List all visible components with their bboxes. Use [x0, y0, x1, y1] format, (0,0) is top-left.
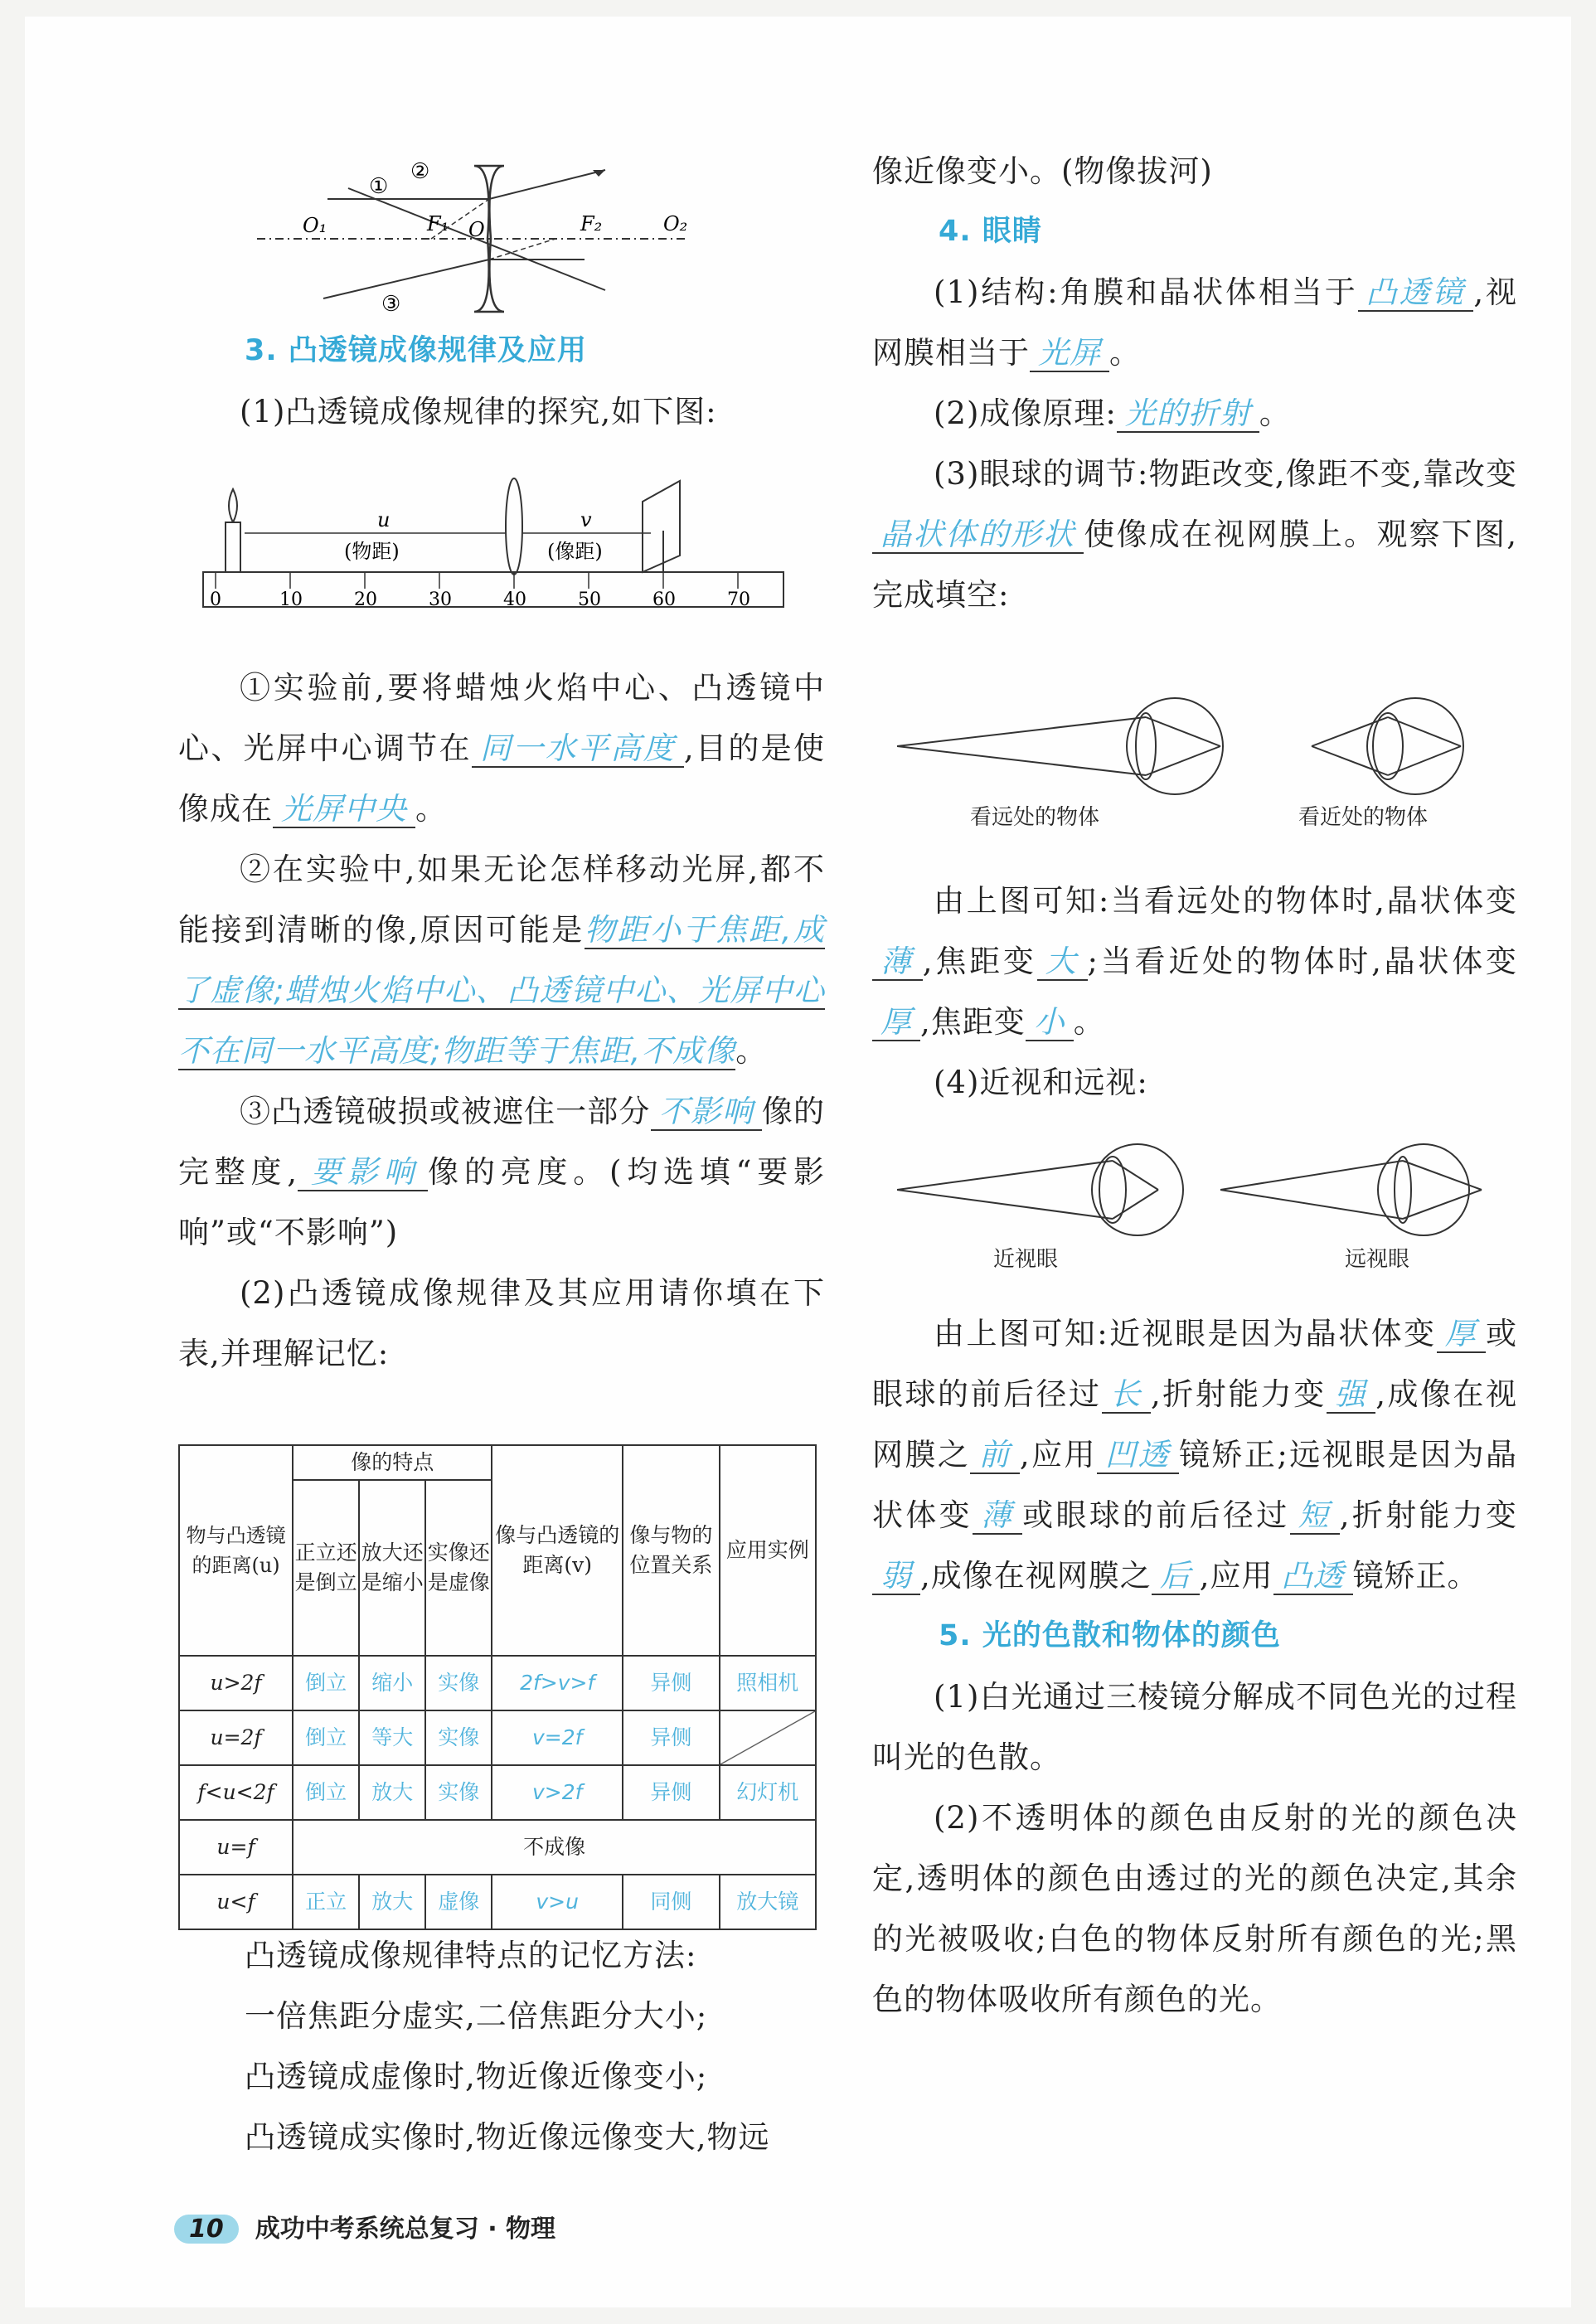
- caption-myopia: 近视眼: [993, 1247, 1059, 1272]
- memory-line-2: 凸透镜成虚像时,物近像近像变小;: [245, 2059, 708, 2094]
- answer-e1-2: 光屏: [1030, 335, 1109, 372]
- concave-lens-diagram: [257, 153, 771, 327]
- table-row: u>2f 倒立 缩小 实像 2f>v>f 异侧 照相机: [179, 1656, 816, 1710]
- tick-60: 60: [652, 589, 676, 610]
- focus-conclusion: 由上图可知:当看远处的物体时,晶状体变薄 ,焦距变 大 ;当看近处的物体时,晶状体变厚 ,焦距变 小 。: [872, 871, 1517, 1052]
- u-symbol: u: [377, 508, 391, 531]
- step-3: ③凸透镜破损或被遮住一部分 不影响 像的完整度, 要影响 像的亮度。(均选填“要影响”或“不影响”): [178, 1094, 826, 1250]
- section-5-heading: 5. 光的色散和物体的颜色: [939, 1619, 1281, 1652]
- tick-40: 40: [503, 589, 526, 610]
- header-distance: 物与凸透镜的距离(u): [179, 1445, 293, 1656]
- answer-s3-1: 不影响: [651, 1094, 762, 1131]
- ray-2-label: ②: [410, 159, 430, 184]
- page-number: 10: [174, 2215, 239, 2244]
- answer-s2: 物距小于焦距,成了虚像;蜡烛火焰中心、凸透镜中心、光屏中心不在同一水平高度;物距等于焦距,不成像: [178, 912, 825, 1069]
- answer-s1-1: 同一水平高度: [472, 730, 684, 768]
- vision-defects-diagram: [872, 1128, 1519, 1260]
- header-orient: 正立还是倒立: [293, 1480, 359, 1656]
- memory-line-3: 凸透镜成实像时,物近像远像变大,物远: [245, 2119, 770, 2155]
- no-image-cell: 不成像: [293, 1820, 816, 1875]
- eye-adjust: (3)眼球的调节:物距改变,像距不变,靠改变晶状体的形状 使像成在视网膜上。观察下图,完成填空:: [872, 456, 1518, 613]
- candle: [226, 522, 240, 572]
- ray-1-label: ①: [369, 174, 389, 199]
- convex-lens: [506, 478, 522, 575]
- lens-rules-table: [178, 1444, 817, 1930]
- book-title: 成功中考系统总复习 · 物理: [255, 2215, 556, 2244]
- o1-label: O₁: [303, 214, 327, 237]
- answer-e3: 晶状体的形状: [872, 517, 1084, 554]
- paragraph-2: (2)凸透镜成像规律及其应用请你填在下表,并理解记忆:: [178, 1275, 825, 1371]
- answer-s1-2: 光屏中央: [273, 791, 415, 828]
- f2-label: F₂: [580, 212, 603, 235]
- tick-20: 20: [354, 589, 377, 610]
- caption-far: 看远处的物体: [970, 805, 1100, 830]
- v-label: (像距): [547, 540, 603, 563]
- paragraph-1: (1)凸透镜成像规律的探究,如下图:: [240, 394, 717, 429]
- header-size: 放大还是缩小: [359, 1480, 425, 1656]
- footer: [174, 2208, 555, 2244]
- dispersion-paragraph: (1)白光通过三棱镜分解成不同色光的过程叫光的色散。: [872, 1679, 1517, 1775]
- color-paragraph: (2)不透明体的颜色由反射的光的颜色决定,透明体的颜色由透过的光的颜色决定,其余的光被吸收;白色的物体反射所有颜色的光;黑色的物体吸收所有颜色的光。: [872, 1800, 1517, 2017]
- answer-e1-1: 凸透镜: [1358, 274, 1474, 312]
- o-label: O: [468, 218, 485, 241]
- f1-label: F₁: [427, 212, 449, 235]
- vision-conclusion: 由上图可知:近视眼是因为晶状体变 厚 或眼球的前后径过 长 ,折射能力变 强 ,成像在视网膜之 前 ,应用 凹透 镜矫正;远视眼是因为晶状体变 薄 或眼球的前后径过 短 ,折射能力变弱 ,成像在视网膜之 后 ,应用 凸透 镜矫正。: [872, 1316, 1518, 1594]
- step-2: ②在实验中,如果无论怎样移动光屏,都不能接到清晰的像,原因可能是物距小于焦距,成了虚像;蜡烛火焰中心、凸透镜中心、光屏中心不在同一水平高度;物距等于焦距,不成像。: [178, 851, 825, 1069]
- tick-50: 50: [578, 589, 601, 610]
- section-4-heading: 4. 眼睛: [939, 215, 1042, 248]
- table-row: f<u<2f 倒立 放大 实像 v>2f 异侧 幻灯机: [179, 1765, 816, 1820]
- screen: [643, 481, 680, 572]
- table-row: u=f 不成像: [179, 1820, 816, 1875]
- tick-30: 30: [429, 589, 452, 610]
- header-app: 应用实例: [720, 1445, 816, 1656]
- answer-e2: 光的折射: [1117, 395, 1259, 433]
- header-real: 实像还是虚像: [425, 1480, 492, 1656]
- table-row: u<f 正立 放大 虚像 v>u 同侧 放大镜: [179, 1875, 816, 1929]
- table-row: u=2f 倒立 等大 实像 v=2f 异侧: [179, 1710, 816, 1765]
- v-symbol: v: [580, 508, 592, 531]
- tick-0: 0: [210, 589, 221, 610]
- u-label: (物距): [344, 540, 400, 563]
- diagonal-cell: [720, 1710, 816, 1765]
- tick-10: 10: [279, 589, 303, 610]
- header-image: 像的特点: [293, 1445, 492, 1480]
- caption-hyperopia: 远视眼: [1345, 1247, 1410, 1272]
- header-v: 像与凸透镜的距离(v): [492, 1445, 623, 1656]
- memory-title: 凸透镜成像规律特点的记忆方法:: [245, 1938, 697, 1973]
- eye-principle: (2)成像原理: 光的折射 。: [934, 395, 1291, 431]
- eye-structure: (1)结构:角膜和晶状体相当于 凸透镜 ,视网膜相当于 光屏 。: [872, 274, 1517, 371]
- o2-label: O₂: [663, 212, 688, 235]
- page: [25, 17, 1571, 2307]
- caption-near: 看近处的物体: [1298, 805, 1429, 830]
- section-3-heading: 3. 凸透镜成像规律及应用: [245, 334, 587, 367]
- step-1: ①实验前,要将蜡烛火焰中心、凸透镜中心、光屏中心调节在 同一水平高度 ,目的是使像成在 光屏中央 。: [178, 670, 825, 827]
- continuation-line: 像近像变小。(物像拔河): [872, 153, 1213, 189]
- tick-70: 70: [727, 589, 750, 610]
- optical-bench-diagram: [178, 477, 800, 643]
- answer-s3-2: 要影响: [298, 1154, 428, 1191]
- ray-3-label: ③: [381, 292, 401, 317]
- vision-title: (4)近视和远视:: [934, 1065, 1148, 1100]
- header-side: 像与物的位置关系: [623, 1445, 719, 1656]
- memory-line-1: 一倍焦距分虚实,二倍焦距分大小;: [245, 1998, 708, 2034]
